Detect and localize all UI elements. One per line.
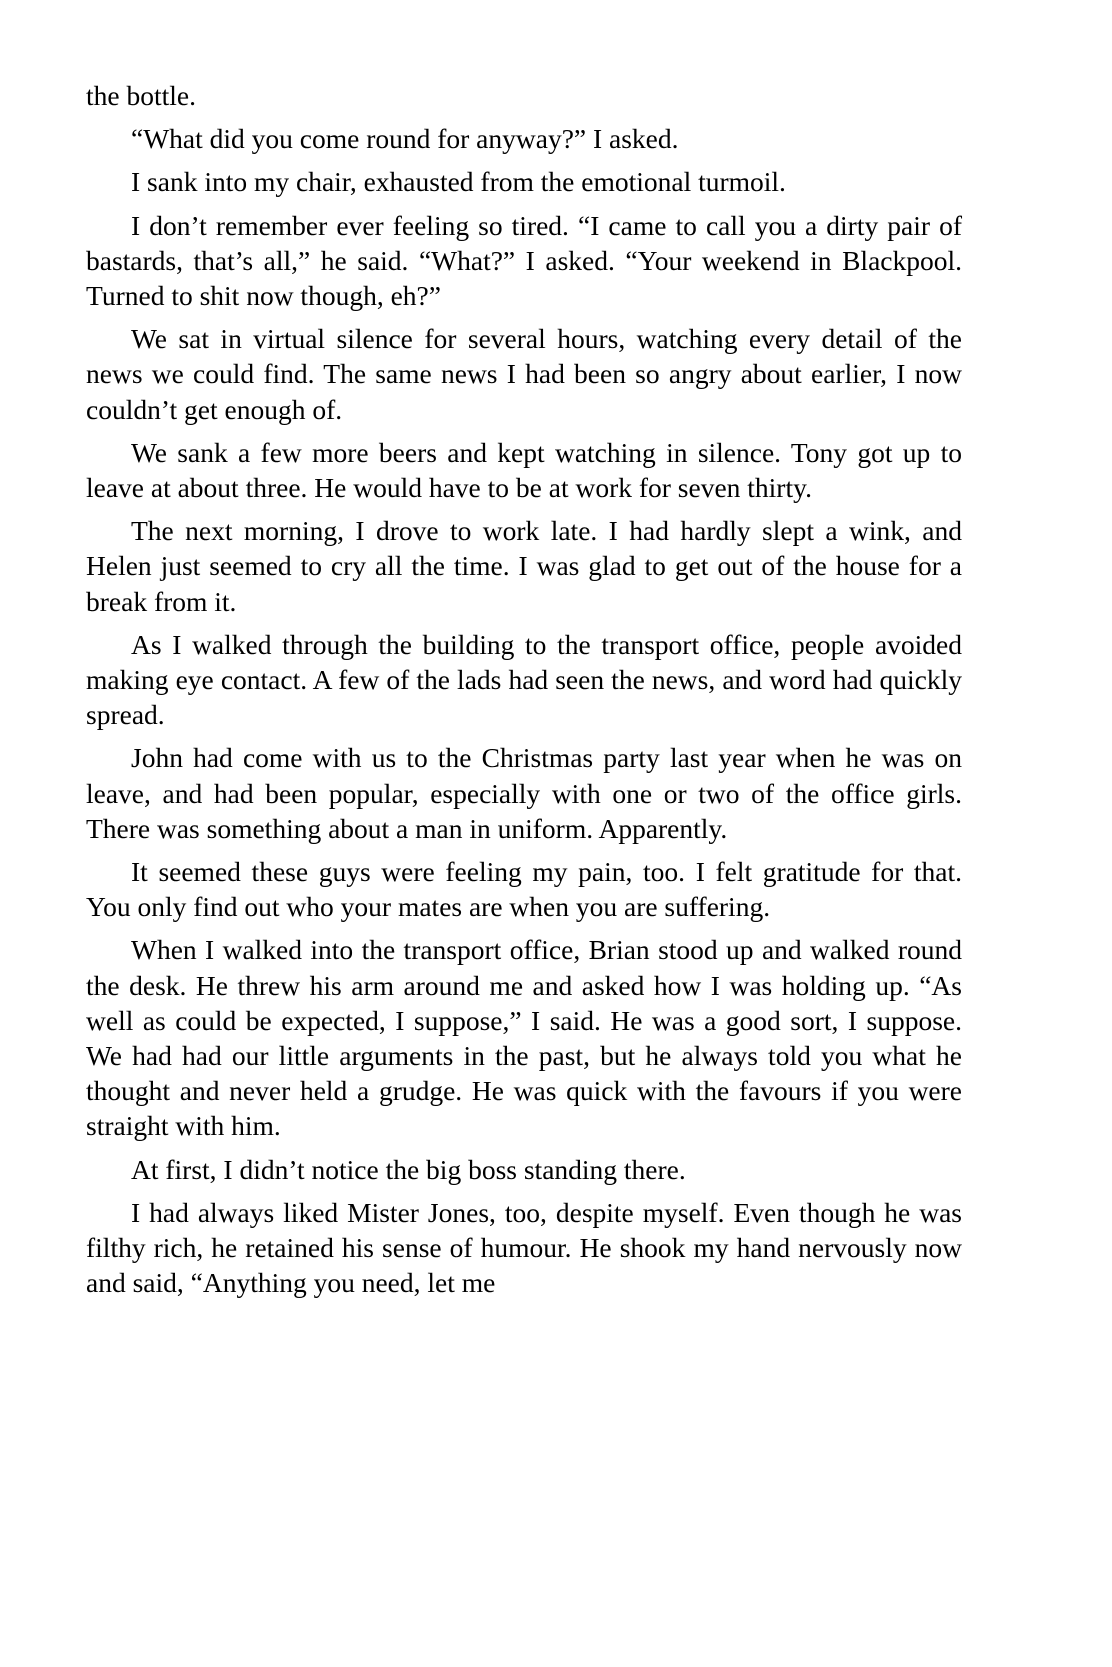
- paragraph-5: We sat in virtual silence for several hours, watching every detail of the news we could find. The same news I had been so angry about earlier, I now couldn’t get enough of.: [86, 323, 962, 425]
- paragraph-7: The next morning, I drove to work late. I had hardly slept a wink, and Helen just seemed to cry all the time. I was glad to get out of the house for a break from it.: [86, 515, 962, 617]
- paragraph-13: I had always liked Mister Jones, too, despite myself. Even though he was filthy rich, he retained his sense of humour. He shook my hand nervously now and said, “Anything you need, let me: [86, 1196, 962, 1299]
- paragraph-12: At first, I didn’t notice the big boss standing there.: [131, 1153, 686, 1185]
- paragraph-2: “What did you come round for anyway?” I asked.: [131, 123, 679, 155]
- paragraph-4: I don’t remember ever feeling so tired. “I came to call you a dirty pair of bastards, that’s all,” he said. “What?” I asked. “Your weekend in Blackpool. Turned to shit now though, eh?”: [86, 209, 962, 312]
- paragraph-10: It seemed these guys were feeling my pain, too. I felt gratitude for that. You only find out who your mates are when you are suffering.: [86, 856, 962, 923]
- paragraph-6: We sank a few more beers and kept watching in silence. Tony got up to leave at about three. He would have to be at work for seven thirty.: [86, 436, 962, 504]
- paragraph-8: As I walked through the building to the transport office, people avoided making eye contact. A few of the lads had seen the news, and word had quickly spread.: [86, 628, 962, 731]
- paragraph-3: I sank into my chair, exhausted from the emotional turmoil.: [131, 166, 786, 198]
- page-text-column: [86, 78, 962, 1301]
- paragraph-11: When I walked into the transport office, Brian stood up and walked round the desk. He threw his arm around me and asked how I was holding up. “As well as could be expected, I suppose,” I said. He was a good sort, I suppose. We had had our little arguments in the past, but he always told you what he thought and never held a grudge. He was quick with the favours if you were straight with him.: [86, 934, 962, 1142]
- paragraph-1: the bottle.: [86, 80, 196, 111]
- paragraph-9: John had come with us to the Christmas party last year when he was on leave, and had been popular, especially with one or two of the office girls. There was something about a man in uniform. Apparently.: [86, 742, 962, 844]
